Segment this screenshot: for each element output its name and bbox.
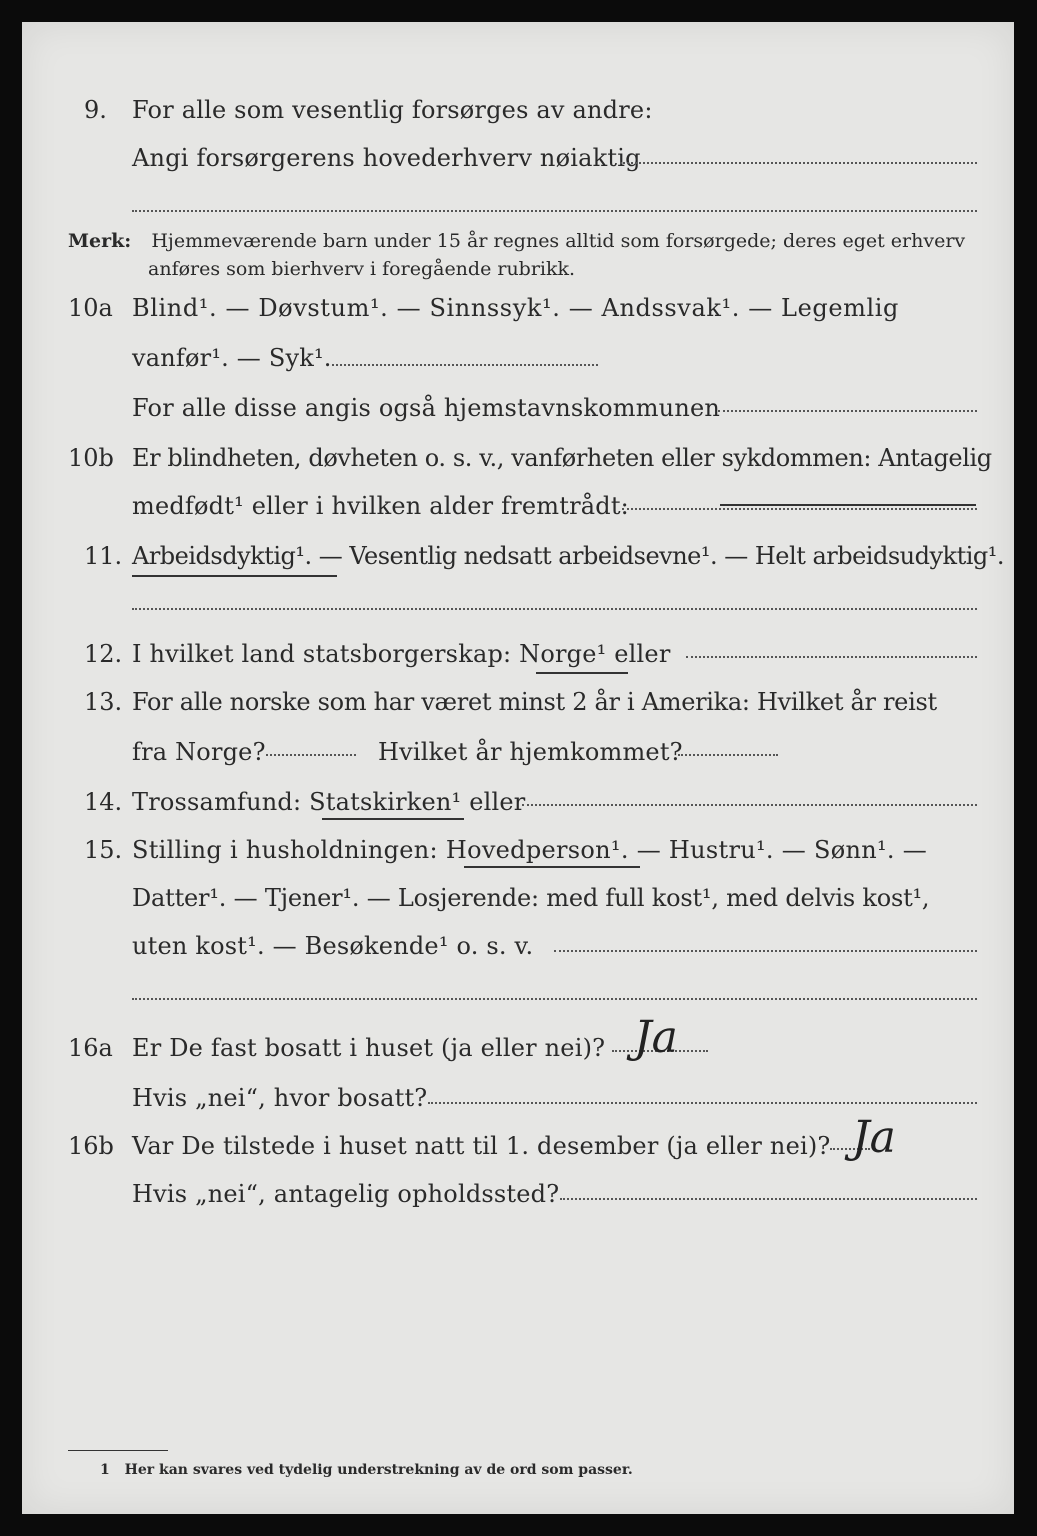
footnote-rule bbox=[68, 1450, 168, 1451]
q9-number: 9. bbox=[84, 96, 107, 124]
q10a-hjemstavn-field[interactable] bbox=[718, 410, 977, 412]
q13-reist-label: fra Norge? bbox=[132, 738, 266, 766]
q10b-answer-stroke bbox=[720, 504, 976, 506]
q16b-number: 16b bbox=[68, 1132, 114, 1160]
q13-hjemkommet-label: Hvilket år hjemkommet? bbox=[378, 738, 683, 766]
footnote bbox=[100, 1462, 633, 1478]
q10a-number: 10a bbox=[68, 294, 113, 322]
q13-hjemkommet-field[interactable] bbox=[678, 754, 778, 756]
q15-options-line2: Datter¹. — Tjener¹. — Losjerende: med full kost¹, med delvis kost¹, bbox=[132, 884, 930, 912]
q13-question: For alle norske som har været minst 2 år i Amerika: Hvilket år reist bbox=[132, 688, 937, 716]
q16a-number: 16a bbox=[68, 1034, 113, 1062]
merk-text-line2: anføres som bierhverv i foregående rubrikk. bbox=[148, 258, 576, 280]
q15-options-line3: uten kost¹. — Besøkende¹ o. s. v. bbox=[132, 932, 534, 960]
q9-answer-field-2[interactable] bbox=[132, 210, 977, 212]
q11-answer-field[interactable] bbox=[132, 608, 977, 610]
q10b-question-line2: medfødt¹ eller i hvilken alder fremtrådt: bbox=[132, 492, 629, 520]
q12-question: I hvilket land statsborgerskap: Norge¹ eller bbox=[132, 640, 671, 668]
q15-hovedperson-underline bbox=[464, 866, 640, 868]
q10a-options-line2: vanfør¹. — Syk¹. bbox=[132, 344, 332, 372]
merk-label: Merk: bbox=[68, 230, 132, 252]
q16b-question: Var De tilstede i huset natt til 1. desember (ja eller nei)? bbox=[132, 1132, 831, 1160]
q9-question: For alle som vesentlig forsørges av andre: bbox=[132, 96, 653, 124]
q14-question: Trossamfund: Statskirken¹ eller bbox=[132, 788, 526, 816]
q16b-handwritten-answer: Ja bbox=[852, 1112, 896, 1163]
q13-number: 13. bbox=[84, 688, 123, 716]
merk-note bbox=[68, 226, 965, 256]
q10a-hjemstavn-question: For alle disse angis også hjemstavnskommunen bbox=[132, 394, 721, 422]
q13-reist-field[interactable] bbox=[266, 754, 356, 756]
q12-answer-field[interactable] bbox=[686, 656, 977, 658]
census-form-page bbox=[22, 22, 1014, 1514]
q9-answer-field[interactable] bbox=[620, 162, 977, 164]
q10b-answer-field[interactable] bbox=[622, 508, 977, 510]
q10a-syk-field[interactable] bbox=[332, 364, 598, 366]
q15-number: 15. bbox=[84, 836, 123, 864]
q10a-options: Blind¹. — Døvstum¹. — Sinnssyk¹. — Andssvak¹. — Legemlig bbox=[132, 294, 900, 322]
q15-answer-field-2[interactable] bbox=[132, 998, 977, 1000]
q10b-question: Er blindheten, døvheten o. s. v., vanførheten eller sykdommen: Antagelig bbox=[132, 444, 992, 472]
q11-arbeidsdyktig-underline bbox=[132, 575, 337, 577]
q10b-number: 10b bbox=[68, 444, 114, 472]
merk-text-line1: Hjemmeværende barn under 15 år regnes alltid som forsørgede; deres eget erhverv bbox=[151, 230, 966, 252]
q11-options: Arbeidsdyktig¹. — Vesentlig nedsatt arbeidsevne¹. — Helt arbeidsudyktig¹. bbox=[132, 542, 1005, 570]
q11-number: 11. bbox=[84, 542, 123, 570]
q16b-opholdssted-question: Hvis „nei“, antagelig opholdssted? bbox=[132, 1180, 560, 1208]
q15-answer-field[interactable] bbox=[554, 950, 977, 952]
q16a-bosatt-question: Hvis „nei“, hvor bosatt? bbox=[132, 1084, 428, 1112]
q14-statskirken-underline bbox=[322, 818, 464, 820]
q16a-bosatt-field[interactable] bbox=[428, 1102, 977, 1104]
q14-answer-field[interactable] bbox=[522, 804, 977, 806]
q9-question-line2: Angi forsørgerens hovederhverv nøiaktig bbox=[132, 144, 641, 172]
q12-number: 12. bbox=[84, 640, 123, 668]
q16a-handwritten-answer: Ja bbox=[634, 1012, 678, 1063]
q15-question: Stilling i husholdningen: Hovedperson¹. — Hustru¹. — Sønn¹. — bbox=[132, 836, 928, 864]
q14-number: 14. bbox=[84, 788, 123, 816]
q16b-opholdssted-field[interactable] bbox=[560, 1198, 977, 1200]
footnote-mark: 1 bbox=[100, 1462, 110, 1478]
footnote-text: Her kan svares ved tydelig understrekning av de ord som passer. bbox=[124, 1462, 633, 1478]
q16a-question: Er De fast bosatt i huset (ja eller nei)? bbox=[132, 1034, 606, 1062]
q12-norge-underline bbox=[536, 672, 628, 674]
